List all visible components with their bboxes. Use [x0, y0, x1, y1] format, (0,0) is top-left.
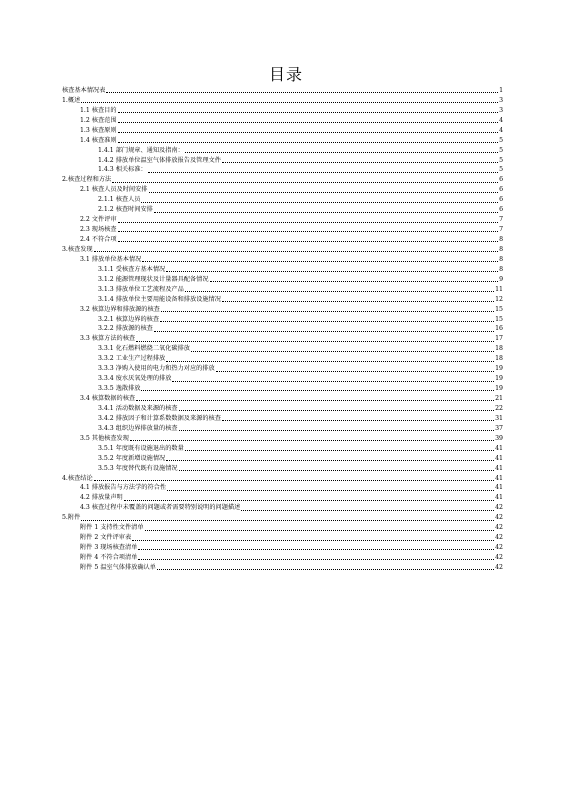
- toc-entry-page: 22: [495, 404, 503, 412]
- toc-entry-page: 5: [499, 166, 503, 174]
- toc-leader-dots: [138, 559, 494, 560]
- toc-entry-label: 2.核查过程和方法: [62, 176, 112, 184]
- toc-leader-dots: [172, 381, 494, 382]
- toc-entry-page: 42: [495, 504, 503, 512]
- toc-entry[interactable]: [62, 464, 503, 474]
- toc-entry[interactable]: [62, 175, 503, 185]
- toc-leader-dots: [94, 480, 494, 481]
- toc-entry[interactable]: [62, 484, 503, 494]
- toc-entry-page: 9: [499, 275, 503, 283]
- toc-entry[interactable]: [62, 195, 503, 205]
- toc-entry-page: 8: [499, 255, 503, 263]
- toc-leader-dots: [167, 490, 494, 491]
- toc-leader-dots: [132, 540, 494, 541]
- toc-entry-label: 1.4 核查准则: [80, 136, 117, 144]
- toc-entry-label: 3.3.5 逸散排放: [98, 385, 141, 393]
- toc-entry[interactable]: [62, 434, 503, 444]
- toc-entry[interactable]: [62, 454, 503, 464]
- toc-entry[interactable]: [62, 255, 503, 265]
- toc-leader-dots: [141, 390, 494, 391]
- toc-entry[interactable]: [62, 245, 503, 255]
- toc-leader-dots: [166, 271, 498, 272]
- toc-entry-label: 3.3.2 工业生产过程排放: [98, 355, 166, 363]
- toc-entry-page: 17: [495, 335, 503, 343]
- toc-entry-page: 41: [495, 444, 503, 452]
- toc-leader-dots: [81, 102, 498, 103]
- toc-entry-page: 18: [495, 355, 503, 363]
- toc-entry[interactable]: [62, 285, 503, 295]
- toc-entry-page: 41: [495, 494, 503, 502]
- toc-leader-dots: [148, 172, 498, 173]
- toc-leader-dots: [179, 430, 495, 431]
- toc-leader-dots: [81, 520, 494, 521]
- toc-entry-label: 3.3.4 废水厌氧处理的排放: [98, 375, 172, 383]
- toc-entry-label: 附件 2 文件评审表: [80, 534, 132, 542]
- toc-entry-page: 11: [495, 285, 503, 293]
- table-of-contents: [62, 86, 503, 573]
- toc-leader-dots: [179, 410, 495, 411]
- toc-entry[interactable]: [62, 116, 503, 126]
- toc-entry-page: 31: [495, 414, 503, 422]
- toc-entry-label: 1.2 核查范围: [80, 116, 117, 124]
- toc-entry-label: 3.5.2 年度新增设施情况: [98, 454, 166, 462]
- toc-entry-page: 6: [499, 206, 503, 214]
- toc-entry-page: 41: [495, 454, 503, 462]
- toc-entry-label: 1.1 核查目的: [80, 106, 117, 114]
- toc-entry-page: 19: [495, 375, 503, 383]
- toc-entry-label: 5.附件: [62, 514, 81, 522]
- toc-entry-page: 42: [495, 534, 503, 542]
- toc-leader-dots: [118, 142, 499, 143]
- toc-entry-label: 3.4.3 组织边界排放量的核查: [98, 424, 178, 432]
- toc-entry-label: 1.4.1 部门规章、通知及指南：: [98, 146, 184, 154]
- toc-entry-label: 2.2 文件评审: [80, 216, 117, 224]
- toc-leader-dots: [118, 132, 499, 133]
- toc-entry-label: 4.3 核查过程中未覆盖的问题或者需要特别说明的问题描述: [80, 504, 241, 512]
- toc-entry-label: 2.1 核查人员及时间安排: [80, 186, 148, 194]
- toc-entry-label: 附件 4 不符合项清单: [80, 554, 138, 562]
- toc-entry-label: 1.4.3 相关标准：: [98, 166, 147, 174]
- toc-entry[interactable]: [62, 493, 503, 503]
- toc-entry-label: 3.1.1 受核查方基本情况: [98, 265, 166, 273]
- toc-entry-label: 4.2 排放量声明: [80, 494, 123, 502]
- toc-entry-page: 15: [495, 305, 503, 313]
- toc-entry[interactable]: [62, 394, 503, 404]
- toc-entry[interactable]: [62, 374, 503, 384]
- toc-entry[interactable]: [62, 106, 503, 116]
- toc-entry-label: 2.3 现场核查: [80, 226, 117, 234]
- toc-entry-page: 12: [495, 295, 503, 303]
- toc-entry-page: 6: [499, 176, 503, 184]
- toc-entry-page: 3: [499, 96, 503, 104]
- toc-entry[interactable]: [62, 96, 503, 106]
- toc-entry-label: 附件 3 现场核查清单: [80, 544, 138, 552]
- toc-entry[interactable]: [62, 295, 503, 305]
- toc-entry-page: 42: [495, 514, 503, 522]
- toc-entry[interactable]: [62, 315, 503, 325]
- toc-entry[interactable]: [62, 126, 503, 136]
- toc-entry-label: 2.1.1 核查人员: [98, 196, 141, 204]
- toc-entry[interactable]: [62, 553, 503, 563]
- toc-entry[interactable]: [62, 305, 503, 315]
- toc-entry-page: 42: [495, 524, 503, 532]
- toc-entry-page: 37: [495, 424, 503, 432]
- toc-entry[interactable]: [62, 275, 503, 285]
- toc-leader-dots: [94, 251, 498, 252]
- toc-entry-label: 3.1 排放单位基本情况: [80, 255, 142, 263]
- toc-entry-page: 6: [499, 186, 503, 194]
- toc-leader-dots: [216, 371, 494, 372]
- toc-leader-dots: [118, 241, 499, 242]
- toc-entry-page: 8: [499, 245, 503, 253]
- toc-leader-dots: [136, 341, 494, 342]
- toc-entry[interactable]: [62, 414, 503, 424]
- toc-entry[interactable]: [62, 354, 503, 364]
- toc-leader-dots: [160, 321, 494, 322]
- toc-entry-label: 4.1 排放报告与方法学的符合性: [80, 484, 167, 492]
- toc-entry[interactable]: [62, 404, 503, 414]
- toc-entry[interactable]: [62, 225, 503, 235]
- toc-entry-page: 4: [499, 116, 503, 124]
- toc-leader-dots: [118, 122, 499, 123]
- toc-entry-label: 3.4.1 活动数据及来源的核查: [98, 404, 178, 412]
- toc-leader-dots: [118, 222, 499, 223]
- toc-entry[interactable]: [62, 185, 503, 195]
- toc-entry-label: 3.4 核算数据的核查: [80, 395, 136, 403]
- toc-leader-dots: [141, 202, 498, 203]
- toc-entry-label: 3.5.3 年度替代既有设施情况: [98, 464, 178, 472]
- toc-entry-label: 3.1.2 能源管理现状及计量器具配备情况: [98, 275, 209, 283]
- toc-entry-page: 5: [499, 136, 503, 144]
- toc-leader-dots: [185, 152, 498, 153]
- toc-leader-dots: [145, 530, 495, 531]
- toc-leader-dots: [118, 112, 499, 113]
- toc-entry-label: 附件 1 支持性文件清单: [80, 524, 144, 532]
- toc-leader-dots: [222, 162, 498, 163]
- toc-entry[interactable]: [62, 444, 503, 454]
- toc-leader-dots: [222, 301, 494, 302]
- toc-entry-page: 19: [495, 385, 503, 393]
- toc-entry-page: 41: [495, 474, 503, 482]
- toc-entry-label: 3.1.3 排放单位工艺流程及产品: [98, 285, 184, 293]
- toc-leader-dots: [179, 470, 495, 471]
- toc-entry[interactable]: [62, 344, 503, 354]
- toc-entry-page: 5: [499, 146, 503, 154]
- toc-entry-label: 附件 5 温室气体排放确认单: [80, 563, 156, 571]
- toc-entry[interactable]: [62, 474, 503, 484]
- toc-entry-label: 1.概述: [62, 96, 81, 104]
- toc-entry-page: 41: [495, 484, 503, 492]
- toc-entry-page: 42: [495, 554, 503, 562]
- toc-leader-dots: [149, 192, 499, 193]
- toc-entry-page: 7: [499, 226, 503, 234]
- toc-leader-dots: [241, 510, 494, 511]
- toc-leader-dots: [210, 281, 499, 282]
- toc-entry-page: 42: [495, 544, 503, 552]
- toc-entry-label: 2.1.2 核查时间安排: [98, 206, 153, 214]
- toc-leader-dots: [154, 331, 494, 332]
- toc-entry[interactable]: [62, 265, 503, 275]
- toc-entry[interactable]: [62, 146, 503, 156]
- toc-entry-page: 7: [499, 216, 503, 224]
- toc-entry-label: 2.4 不符合项: [80, 236, 117, 244]
- toc-entry-label: 3.3.1 化石燃料燃烧二氧化碳排放: [98, 345, 190, 353]
- toc-entry-label: 3.3.3 净购入使用的电力和热力对应的排放: [98, 365, 215, 373]
- toc-entry-page: 15: [495, 315, 503, 323]
- toc-entry[interactable]: [62, 136, 503, 146]
- toc-entry-page: 18: [495, 345, 503, 353]
- toc-entry-page: 5: [499, 156, 503, 164]
- toc-leader-dots: [130, 440, 494, 441]
- toc-entry[interactable]: [62, 156, 503, 166]
- toc-leader-dots: [112, 182, 498, 183]
- toc-leader-dots: [185, 291, 494, 292]
- toc-entry-label: 3.1.4 排放单位主要用能设备和排放设施情况: [98, 295, 221, 303]
- toc-entry-label: 核查基本情况表: [62, 86, 106, 94]
- toc-leader-dots: [166, 361, 494, 362]
- toc-leader-dots: [185, 450, 494, 451]
- toc-leader-dots: [154, 212, 498, 213]
- toc-entry-page: 3: [499, 106, 503, 114]
- toc-entry[interactable]: [62, 424, 503, 434]
- toc-entry-page: 42: [495, 563, 503, 571]
- toc-entry[interactable]: [62, 325, 503, 335]
- toc-entry-page: 1: [499, 86, 503, 94]
- toc-entry-page: 19: [495, 365, 503, 373]
- toc-entry[interactable]: [62, 364, 503, 374]
- toc-leader-dots: [157, 569, 494, 570]
- toc-leader-dots: [124, 500, 494, 501]
- toc-entry-page: 41: [495, 464, 503, 472]
- toc-entry[interactable]: [62, 513, 503, 523]
- toc-entry-page: 8: [499, 265, 503, 273]
- toc-entry[interactable]: [62, 215, 503, 225]
- toc-leader-dots: [222, 420, 494, 421]
- toc-leader-dots: [106, 92, 498, 93]
- toc-entry-label: 4.核查结论: [62, 474, 93, 482]
- toc-entry-label: 3.5 其他核查发现: [80, 434, 129, 442]
- toc-leader-dots: [142, 261, 498, 262]
- toc-entry[interactable]: [62, 334, 503, 344]
- toc-entry-label: 3.2.2 排放源的核查: [98, 325, 153, 333]
- toc-entry-label: 3.4.2 排放因子和计算系数数据及来源的核查: [98, 414, 221, 422]
- toc-entry-page: 21: [495, 395, 503, 403]
- toc-entry[interactable]: [62, 166, 503, 176]
- toc-entry-page: 39: [495, 434, 503, 442]
- toc-entry-page: 4: [499, 126, 503, 134]
- toc-entry[interactable]: [62, 384, 503, 394]
- toc-entry-label: 1.3 核查原则: [80, 126, 117, 134]
- toc-title: 目录: [268, 65, 303, 84]
- toc-leader-dots: [191, 351, 494, 352]
- toc-leader-dots: [161, 311, 494, 312]
- toc-entry-label: 3.3 核算方法的核查: [80, 335, 136, 343]
- toc-entry[interactable]: [62, 205, 503, 215]
- toc-leader-dots: [118, 231, 499, 232]
- toc-entry[interactable]: [62, 543, 503, 553]
- toc-entry-label: 3.5.1 年度既有设施退出的数量: [98, 444, 184, 452]
- toc-entry[interactable]: [62, 533, 503, 543]
- toc-entry[interactable]: [62, 235, 503, 245]
- toc-entry[interactable]: [62, 523, 503, 533]
- toc-entry-page: 8: [499, 236, 503, 244]
- toc-entry-page: 16: [495, 325, 503, 333]
- toc-entry-label: 3.2 核算边界和排放源的核查: [80, 305, 160, 313]
- toc-entry-label: 1.4.2 排放单位温室气体排放报告及管理文件: [98, 156, 221, 164]
- toc-entry[interactable]: [62, 563, 503, 573]
- toc-entry[interactable]: [62, 503, 503, 513]
- toc-leader-dots: [166, 460, 494, 461]
- toc-entry[interactable]: [62, 86, 503, 96]
- toc-entry-page: 6: [499, 196, 503, 204]
- toc-entry-label: 3.核查发现: [62, 245, 93, 253]
- toc-leader-dots: [138, 549, 494, 550]
- toc-entry-label: 3.2.1 核算边界的核查: [98, 315, 160, 323]
- toc-leader-dots: [136, 400, 494, 401]
